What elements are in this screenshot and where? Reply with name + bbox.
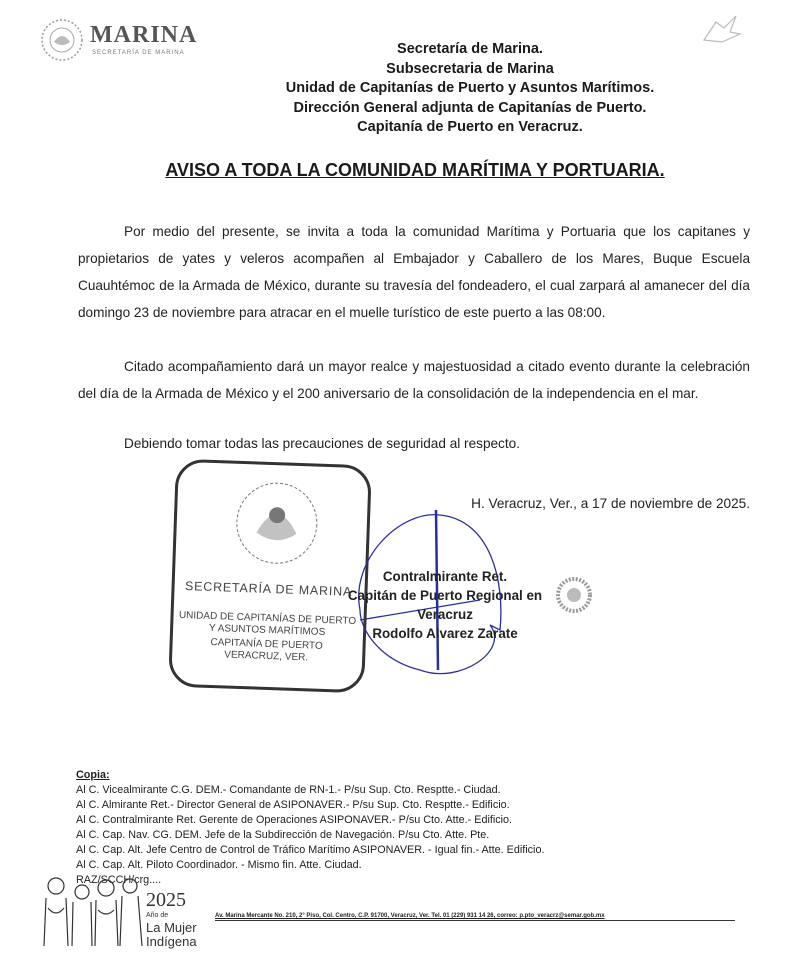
signer-name: Rodolfo Alvarez Zarate bbox=[372, 626, 518, 641]
header-line: Subsecretaria de Marina bbox=[386, 60, 554, 77]
stamp-line: CAPITANÍA DE PUERTO bbox=[210, 636, 323, 652]
header-line: Dirección General adjunta de Capitanías de Puerto. bbox=[293, 99, 647, 116]
body-paragraph-3: Debiendo tomar todas las precauciones de seguridad al respecto. bbox=[124, 436, 520, 451]
stamp-line: VERACRUZ, VER. bbox=[224, 649, 309, 664]
year-title-line: Indígena bbox=[146, 934, 197, 949]
signature-block bbox=[330, 567, 560, 643]
date-line: H. Veracruz, Ver., a 17 de noviembre de 2025. bbox=[471, 496, 750, 511]
copy-heading: Copia: bbox=[76, 769, 110, 781]
year-subtitle: Año de bbox=[146, 912, 169, 919]
marina-seal-logo bbox=[40, 18, 84, 62]
issuing-authority-header bbox=[200, 40, 740, 138]
indigenous-women-illustration bbox=[40, 868, 144, 948]
document-title: AVISO A TODA LA COMUNIDAD MARÍTIMA Y PORTUARIA. bbox=[165, 160, 665, 180]
copy-line: RAZ/SCCH/crg.... bbox=[76, 874, 162, 886]
body-paragraph-1: Por medio del presente, se invita a toda la comunidad Marítima y Portuaria que los capitanes y propietarios de yates y veleros acompañen al Embajador y Caballero de los Mares, Buque Escuela Cuauhtémoc de la Armada de México, durante su travesía del fondeadero, el cual zarpará al amanecer del día domingo 23 de noviembre para atracar en el muelle turístico de este puerto a las 08:00. bbox=[78, 224, 750, 320]
year-title-line: La Mujer bbox=[146, 920, 197, 935]
copy-distribution-list bbox=[76, 768, 544, 888]
header-line: Secretaría de Marina. bbox=[397, 41, 543, 57]
signer-position: Capitán de Puerto Regional en Veracruz bbox=[347, 588, 543, 622]
brand-subtitle: SECRETARÍA DE MARINA bbox=[92, 50, 185, 56]
copy-line: Al C. Cap. Alt. Piloto Coordinador. - Mismo fin. Atte. Ciudad. bbox=[76, 859, 362, 871]
stamp-line: UNIDAD DE CAPITANÍAS DE PUERTO bbox=[178, 609, 357, 628]
footer-address: Av. Marina Mercante No. 210, 2° Piso, Col. Centro, C.P. 91700, Veracruz, Ver. Tel. 01 (229) 931 14 26, correo: p.pto_veracrz@semar.gob.mx bbox=[215, 913, 735, 921]
header-line: Capitanía de Puerto en Veracruz. bbox=[357, 119, 583, 135]
signer-rank: Contralmirante Ret. bbox=[382, 569, 508, 584]
brand-name: MARINA bbox=[90, 22, 198, 48]
year-label: 2025 bbox=[146, 889, 186, 911]
national-coat-of-arms-icon bbox=[227, 474, 326, 573]
copy-line: Al C. Cap. Alt. Jefe Centro de Control de Tráfico Marítimo ASIPONAVER. - Igual fin.- Atte. Edificio. bbox=[76, 844, 545, 856]
body-paragraph-2: Citado acompañamiento dará un mayor realce y majestuosidad a citado evento durante la celebración del día de la Armada de México y el 200 aniversario de la consolidación de la independencia en el mar. bbox=[78, 359, 750, 401]
stamp-line: Y ASUNTOS MARÍTIMOS bbox=[208, 622, 326, 638]
header-line: Unidad de Capitanías de Puerto y Asuntos Marítimos. bbox=[285, 80, 655, 96]
stamp-line: SECRETARÍA DE MARINA bbox=[184, 579, 353, 599]
quality-seal-icon bbox=[556, 575, 592, 615]
copy-line: Al C. Cap. Nav. CG. DEM. Jefe de la Subdirección de Navegación. P/su Cto. Atte. Pte. bbox=[76, 829, 490, 841]
copy-line: Al C. Contralmirante Ret. Gerente de Operaciones ASIPONAVER.- P/su Cto. Atte.- Edificio. bbox=[76, 814, 513, 826]
copy-line: Al C. Vicealmirante C.G. DEM.- Comandante de RN-1.- P/su Sup. Cto. Resptte.- Ciudad. bbox=[76, 784, 501, 796]
copy-line: Al C. Almirante Ret.- Director General de ASIPONAVER.- P/su Sup. Cto. Resptte.- Edificio. bbox=[76, 799, 510, 811]
year-title bbox=[146, 921, 197, 949]
